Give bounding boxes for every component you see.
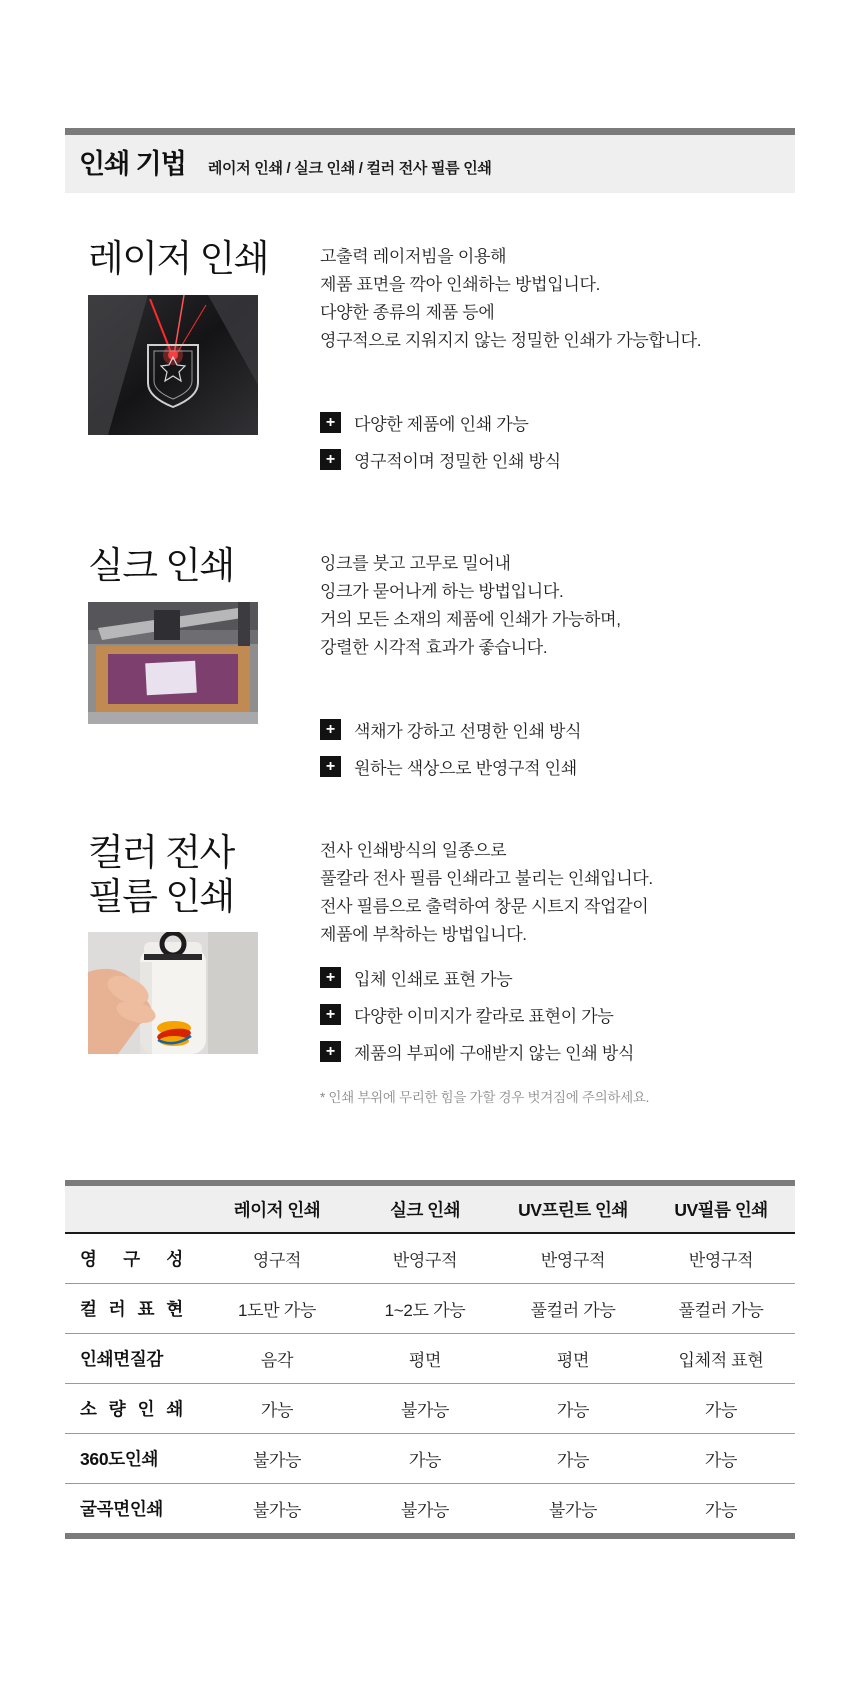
plus-icon: + <box>320 449 341 470</box>
column-header-empty <box>65 1186 203 1233</box>
section-silk-print <box>88 544 795 779</box>
feature-item <box>320 717 795 742</box>
description-line: 제품에 부착하는 방법입니다. <box>320 925 527 944</box>
plus-icon: + <box>320 1004 341 1025</box>
column-header-laser: 레이저 인쇄 <box>203 1186 351 1233</box>
table-cell: 가능 <box>647 1433 795 1483</box>
table-cell: 불가능 <box>351 1483 499 1533</box>
feature-item <box>320 447 795 472</box>
section-color-transfer-film-print <box>88 831 795 1106</box>
table-cell: 가능 <box>647 1483 795 1533</box>
table-row <box>65 1283 795 1333</box>
table-row <box>65 1483 795 1533</box>
section-laser-print <box>88 237 795 472</box>
section-title-line: 실크 인쇄 <box>88 545 234 586</box>
plus-icon: + <box>320 1041 341 1062</box>
description-line: 잉크를 붓고 고무로 밀어내 <box>320 554 511 573</box>
table-cell: 가능 <box>351 1433 499 1483</box>
table-cell: 가능 <box>499 1383 647 1433</box>
column-header-silk: 실크 인쇄 <box>351 1186 499 1233</box>
table-row <box>65 1233 795 1283</box>
page-title: 인쇄 기법 <box>79 149 186 179</box>
table-cell: 가능 <box>647 1383 795 1433</box>
plus-icon: + <box>320 412 341 433</box>
column-header-uv-print: UV프린트 인쇄 <box>499 1186 647 1233</box>
feature-text: 원하는 색상으로 반영구적 인쇄 <box>354 759 577 778</box>
feature-text: 다양한 제품에 인쇄 가능 <box>354 415 529 434</box>
feature-text: 다양한 이미지가 칼라로 표현이 가능 <box>354 1007 614 1026</box>
row-label: 360도인쇄 <box>65 1433 203 1483</box>
table-cell: 풀컬러 가능 <box>647 1283 795 1333</box>
table-row <box>65 1383 795 1433</box>
feature-list <box>320 965 795 1064</box>
caution-note: * 인쇄 부위에 무리한 힘을 가할 경우 벗겨짐에 주의하세요. <box>320 1090 650 1105</box>
row-label: 소 량 인 쇄 <box>65 1383 203 1433</box>
color-transfer-film-photo <box>88 932 258 1054</box>
header-top-bar <box>65 128 795 135</box>
feature-text: 입체 인쇄로 표현 가능 <box>354 970 513 989</box>
laser-engraving-photo <box>88 295 258 435</box>
feature-list <box>320 717 795 779</box>
silk-screen-printing-photo <box>88 602 258 724</box>
description-line: 전사 인쇄방식의 일종으로 <box>320 841 507 860</box>
page-subtitle: 레이저 인쇄 / 실크 인쇄 / 컬러 전사 필름 인쇄 <box>207 160 492 177</box>
section-title-line: 레이저 인쇄 <box>88 238 268 279</box>
table-header-row <box>65 1186 795 1233</box>
description-line: 전사 필름으로 출력하여 창문 시트지 작업같이 <box>320 897 649 916</box>
section-title <box>88 544 320 588</box>
table-cell: 입체적 표현 <box>647 1333 795 1383</box>
table-cell: 반영구적 <box>688 1250 754 1270</box>
section-title <box>88 831 320 918</box>
section-description <box>320 550 795 662</box>
feature-item <box>320 1002 795 1027</box>
feature-item <box>320 1039 795 1064</box>
feature-item <box>320 965 795 990</box>
page-header <box>65 0 795 193</box>
description-line: 다양한 종류의 제품 등에 <box>320 303 495 322</box>
description-line: 풀칼라 전사 필름 인쇄라고 불리는 인쇄입니다. <box>320 869 653 888</box>
table-cell: 평면 <box>499 1333 647 1383</box>
section-description <box>320 243 795 355</box>
feature-item <box>320 754 795 779</box>
section-description <box>320 837 795 949</box>
table-cell: 불가능 <box>351 1383 499 1433</box>
feature-text: 색채가 강하고 선명한 인쇄 방식 <box>354 722 582 741</box>
table-cell: 가능 <box>203 1383 351 1433</box>
table-cell: 음각 <box>203 1333 351 1383</box>
row-label: 굴곡면인쇄 <box>65 1483 203 1533</box>
table-cell: 불가능 <box>203 1483 351 1533</box>
plus-icon: + <box>320 967 341 988</box>
table-cell: 반영구적 <box>392 1250 458 1270</box>
description-line: 영구적으로 지워지지 않는 정밀한 인쇄가 가능합니다. <box>320 331 702 350</box>
print-method-comparison-table <box>65 1180 795 1539</box>
description-line: 고출력 레이저빔을 이용해 <box>320 247 507 266</box>
section-title <box>88 237 320 281</box>
row-label: 영 구 성 <box>80 1248 183 1269</box>
plus-icon: + <box>320 719 341 740</box>
table-row <box>65 1333 795 1383</box>
table-cell: 1도만 가능 <box>203 1283 351 1333</box>
feature-list <box>320 410 795 472</box>
feature-text: 제품의 부피에 구애받지 않는 인쇄 방식 <box>354 1044 635 1063</box>
feature-text: 영구적이며 정밀한 인쇄 방식 <box>354 452 561 471</box>
section-title-line: 필름 인쇄 <box>88 875 234 917</box>
row-label: 컬 러 표 현 <box>65 1283 203 1333</box>
description-line: 강렬한 시각적 효과가 좋습니다. <box>320 638 548 657</box>
table-cell: 평면 <box>351 1333 499 1383</box>
description-line: 거의 모든 소재의 제품에 인쇄가 가능하며, <box>320 610 621 629</box>
plus-icon: + <box>320 756 341 777</box>
table-row <box>65 1433 795 1483</box>
row-label: 인쇄면질감 <box>65 1333 203 1383</box>
table-cell: 가능 <box>499 1433 647 1483</box>
table-cell: 불가능 <box>203 1433 351 1483</box>
feature-item <box>320 410 795 435</box>
description-line: 제품 표면을 깍아 인쇄하는 방법입니다. <box>320 275 601 294</box>
table-cell: 풀컬러 가능 <box>499 1283 647 1333</box>
table-cell: 불가능 <box>499 1483 647 1533</box>
header-band <box>65 135 795 193</box>
table-cell: 영구적 <box>252 1250 302 1270</box>
column-header-uv-film: UV필름 인쇄 <box>647 1186 795 1233</box>
table-cell: 반영구적 <box>540 1250 606 1270</box>
table-cell: 1~2도 가능 <box>351 1283 499 1333</box>
description-line: 잉크가 묻어나게 하는 방법입니다. <box>320 582 564 601</box>
section-title-line: 컬러 전사 <box>88 832 234 873</box>
